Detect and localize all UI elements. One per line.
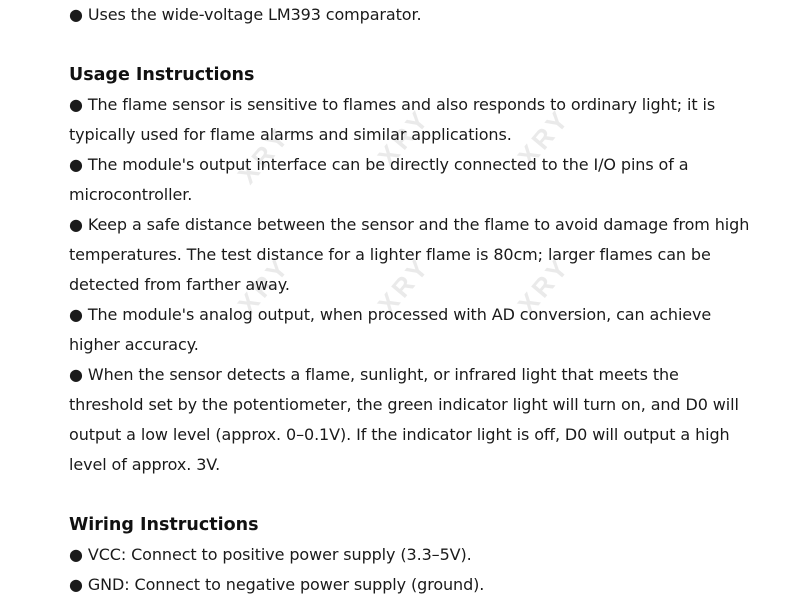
usage-line: ● The flame sensor is sensitive to flames and also responds to ordinary light; it is — [69, 95, 716, 114]
usage-line: level of approx. 3V. — [69, 455, 221, 474]
usage-line: higher accuracy. — [69, 335, 199, 354]
usage-line: typically used for flame alarms and similar applications. — [69, 125, 512, 144]
section-spacer — [69, 480, 749, 510]
usage-line: output a low level (approx. 0–0.1V). If the indicator light is off, D0 will output a high — [69, 425, 730, 444]
usage-line: ● Keep a safe distance between the sensor and the flame to avoid damage from high — [69, 215, 750, 234]
usage-line: microcontroller. — [69, 185, 193, 204]
wiring-instructions-heading: Wiring Instructions — [69, 515, 259, 535]
intro-bullet: ● Uses the wide-voltage LM393 comparator. — [69, 5, 422, 24]
watermark: XRY — [231, 120, 297, 190]
wiring-line: ● GND: Connect to negative power supply (ground). — [69, 575, 485, 594]
wiring-line: ● VCC: Connect to positive power supply (3.3–5V). — [69, 545, 472, 564]
document-body — [69, 0, 749, 600]
usage-instructions-heading: Usage Instructions — [69, 65, 255, 85]
watermark: XRY — [371, 250, 437, 320]
usage-line: threshold set by the potentiometer, the green indicator light will turn on, and D0 will — [69, 395, 739, 414]
watermark: XRY — [231, 250, 297, 320]
section-spacer — [69, 30, 749, 60]
usage-line: detected from farther away. — [69, 275, 290, 294]
usage-line: temperatures. The test distance for a lighter flame is 80cm; larger flames can be — [69, 245, 711, 264]
usage-line: ● The module's output interface can be directly connected to the I/O pins of a — [69, 155, 689, 174]
watermark: XRY — [511, 102, 577, 172]
watermark: XRY — [511, 250, 577, 320]
usage-line: ● The module's analog output, when processed with AD conversion, can achieve — [69, 305, 712, 324]
usage-line: ● When the sensor detects a flame, sunlight, or infrared light that meets the — [69, 365, 679, 384]
watermark: XRY — [371, 102, 437, 172]
